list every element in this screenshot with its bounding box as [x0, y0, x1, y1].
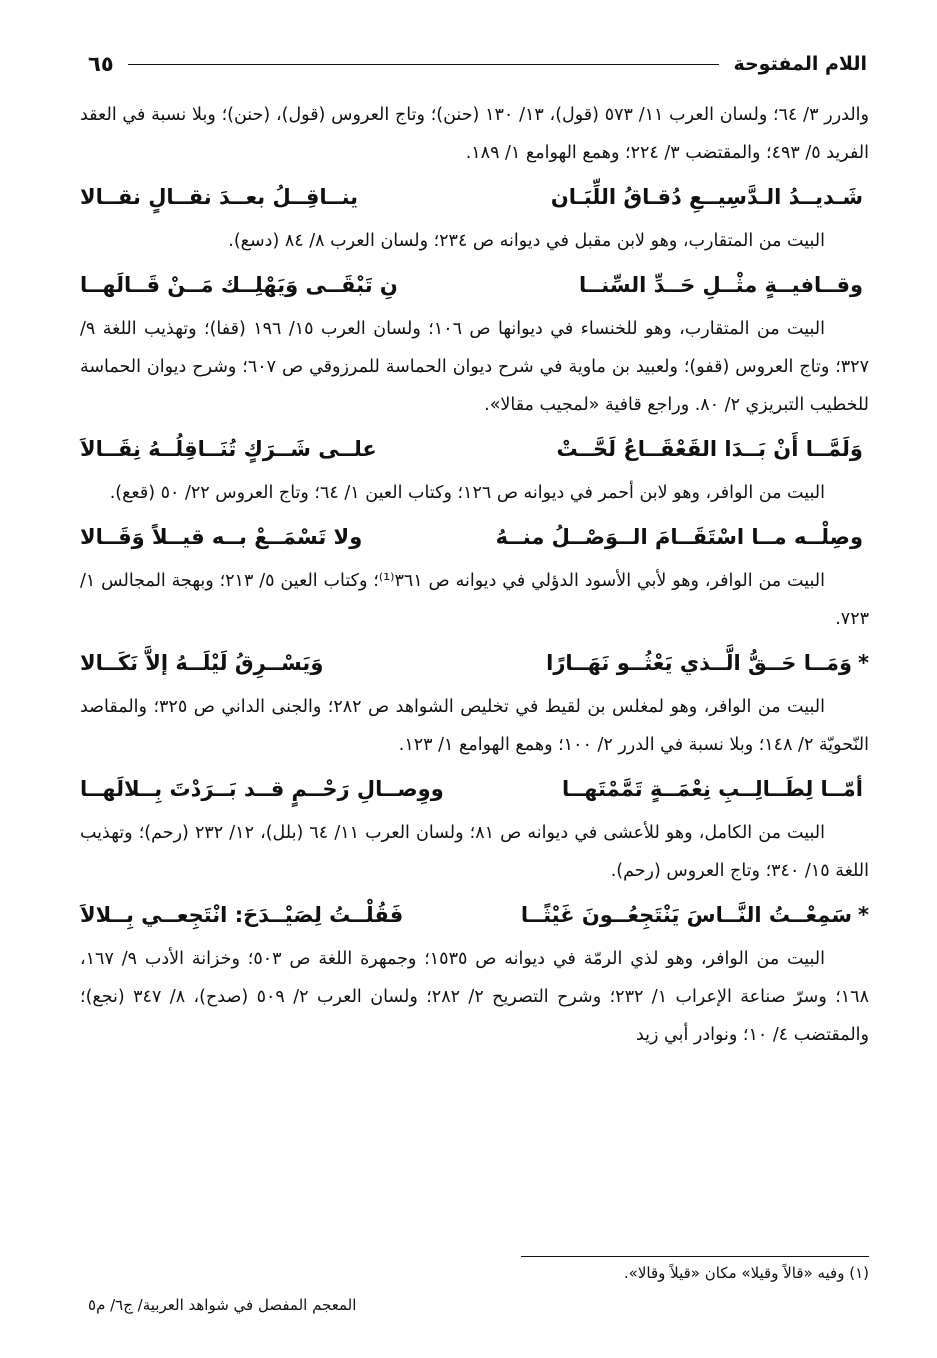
verse-first-hemistich: أمّــا لِطَــالِــبِ نِعْمَــةٍ تَمَّمْتَهــا [561, 777, 863, 801]
page-header [88, 44, 867, 84]
poetry-verse [80, 890, 869, 940]
reference-note: البيت من الوافر، وهو لذي الرمّة في ديوانه ص ١٥٣٥؛ وجمهرة اللغة ص ٥٠٣؛ وخزانة الأدب ٩/ ١٦٧، ١٦٨؛ وسرّ صناعة الإعراب ١/ ٢٣٢؛ وشرح التصريح ٢/ ٢٨٢؛ ولسان العرب ٢/ ٥٠٩ (صدح)، ٨/ ٣٤٧ (نجع)؛ والمقتضب ٤/ ١٠؛ ونوادر أبي زيد [80, 949, 869, 1045]
header-rule [128, 64, 720, 65]
verse-second-hemistich: علــى شَــرَكٍ تُنَــاقِلُــهُ نِقَــالاَ [80, 437, 377, 461]
verse-first-hemistich: وصِلْــه مــا اسْتَقَــامَ الــوَصْــلُ منــهُ [495, 525, 863, 549]
verse-star-marker: * [858, 903, 869, 927]
verse-first-hemistich: *سَمِعْــتُ النَّــاسَ يَنْتَجِعُــونَ غَيْثًــا [520, 903, 869, 927]
reference-note: البيت من الوافر، وهو لمغلس بن لقيط في تخليص الشواهد ص ٢٨٢؛ والجنى الداني ص ٣٢٥؛ والمقاصد النّحويّة ٢/ ١٤٨؛ وبلا نسبة في الدرر ٢/ ١٠٠؛ وهمع الهوامع ١/ ١٢٣. [80, 697, 869, 755]
poetry-verse [80, 512, 869, 562]
verse-first-hemistich: وقــافيــةٍ مثْــلِ حَــدِّ السِّنــا [579, 273, 863, 297]
footnote-rule [521, 1256, 869, 1257]
poetry-verse [80, 260, 869, 310]
poetry-verse [80, 172, 869, 222]
reference-note: البيت من الوافر، وهو لأبي الأسود الدؤلي في ديوانه ص ٣٦١⁽¹⁾؛ وكتاب العين ٥/ ٢١٣؛ وبهجة المجالس ١/ ٧٢٣. [80, 571, 869, 629]
footnote: (١) وفيه «قالاً وقيلا» مكان «قيلاً وقالا». [623, 1264, 869, 1282]
verse-second-hemistich: ووِصــالِ رَحْــمٍ قــد بَــرَدْتَ بِــلالَهــا [80, 777, 444, 801]
poetry-verse [80, 638, 869, 688]
reference-note: البيت من المتقارب، وهو للخنساء في ديوانها ص ١٠٦؛ ولسان العرب ١٥/ ١٩٦ (قفا)؛ وتهذيب اللغة ٩/ ٣٢٧؛ وتاج العروس (قفو)؛ ولعبيد بن ماوية في شرح ديوان الحماسة للمرزوقي ص ٦٠٧؛ وشرح ديوان الحماسة للخطيب التبريزي ٢/ ٨٠. وراجع قافية «لمجيب مقالا». [80, 319, 869, 415]
verse-second-hemistich: ولا تَسْمَــعْ بــه قيــلاً وَقَــالا [80, 525, 363, 549]
book-signature: المعجم المفصل في شواهد العربية/ ج٦/ م٥ [88, 1296, 357, 1314]
poetry-verse [80, 764, 869, 814]
verse-second-hemistich: نِ تَبْقَــى وَيَهْلِــك مَــنْ قَــالَهــا [80, 273, 398, 297]
reference-note: البيت من الوافر، وهو لابن أحمر في ديوانه ص ١٢٦؛ وكتاب العين ١/ ٦٤؛ وتاج العروس ٢٢/ ٥٠ (قعع). [109, 483, 825, 503]
verse-first-hemistich: شَـديــدُ الـدَّسِيــعِ دُقـاقُ اللِّبَـان [550, 185, 863, 209]
running-title: اللام المفتوحة [733, 53, 867, 75]
verse-star-marker: * [858, 651, 869, 675]
reference-note: البيت من الكامل، وهو للأعشى في ديوانه ص ٨١؛ ولسان العرب ١١/ ٦٤ (بلل)، ١٢/ ٢٣٢ (رحم)؛ وتهذيب اللغة ١٥/ ٣٤٠؛ وتاج العروس (رحم). [80, 823, 869, 881]
verse-first-hemistich: *وَمَــا حَــقُّ الَّــذي يَعْثُــو نَهَــارًا [546, 651, 869, 675]
page-body [80, 96, 869, 1054]
verse-second-hemistich: ينــاقِــلُ بعــدَ نقــالٍ نقــالا [80, 185, 359, 209]
reference-note: والدرر ٣/ ٦٤؛ ولسان العرب ١١/ ٥٧٣ (قول)، ١٣/ ١٣٠ (حنن)؛ وتاج العروس (قول)، (حنن)؛ وبلا نسبة في العقد الفريد ٥/ ٤٩٣؛ والمقتضب ٣/ ٢٢٤؛ وهمع الهوامع ١/ ١٨٩. [80, 105, 869, 163]
reference-note: البيت من المتقارب، وهو لابن مقبل في ديوانه ص ٢٣٤؛ ولسان العرب ٨/ ٨٤ (دسع). [228, 231, 825, 251]
page-number: ٦٥ [88, 52, 114, 76]
poetry-verse [80, 424, 869, 474]
verse-first-hemistich: وَلَمَّــا أَنْ بَــدَا القَعْقَــاعُ لَحَّــتْ [556, 437, 863, 461]
verse-second-hemistich: وَيَسْــرِقُ لَيْلَــهُ إلاَّ نَكَــالا [80, 651, 324, 675]
verse-second-hemistich: فَقُلْــتُ لِصَيْــدَحَ: انْتَجِعــي بِــلالاَ [80, 903, 404, 927]
